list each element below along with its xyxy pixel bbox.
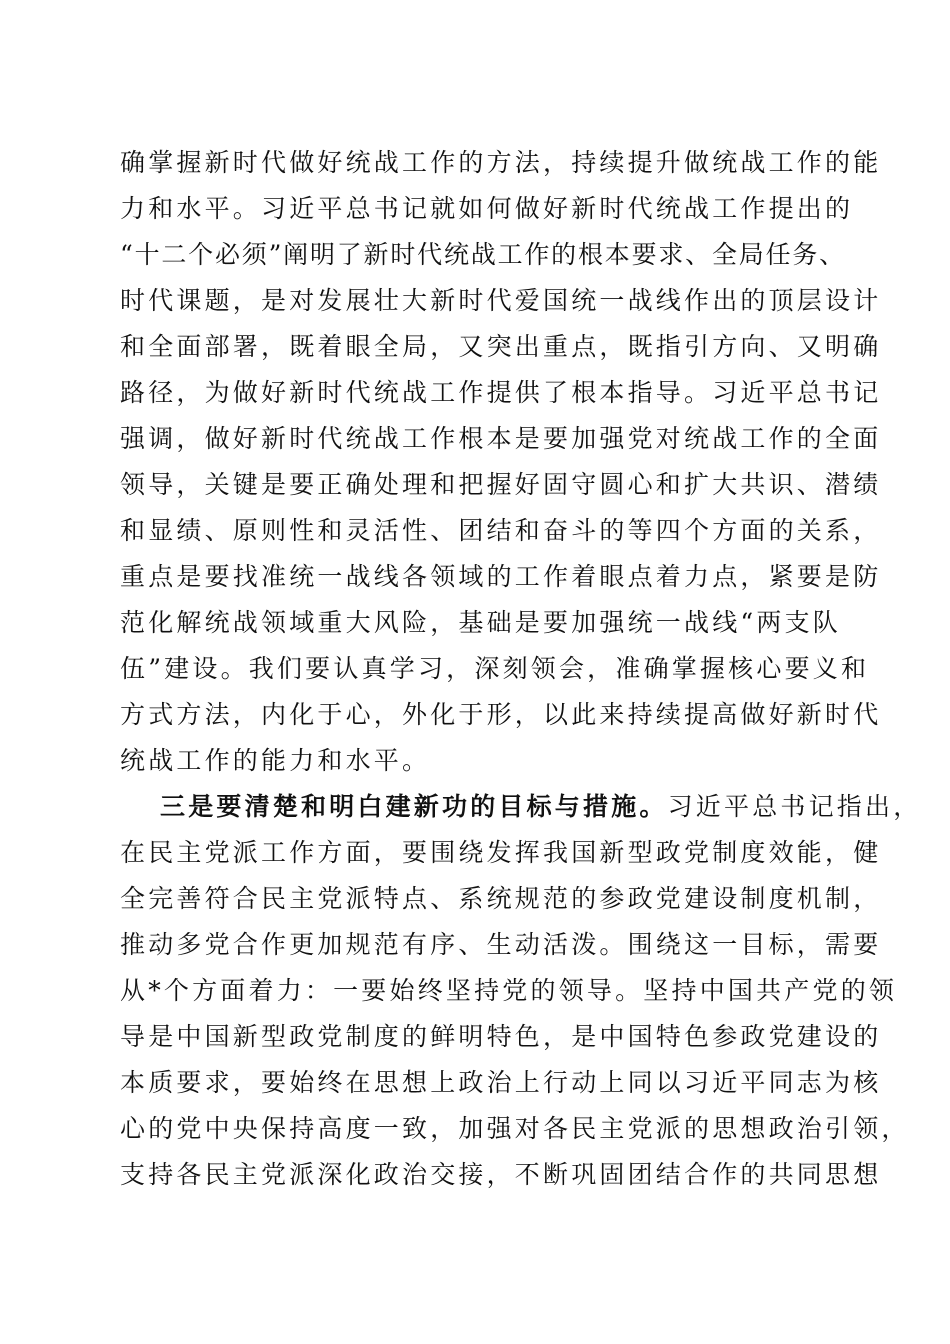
text-line: 导是中国新型政党制度的鲜明特色，是中国特色参政党建设的 [120, 1022, 882, 1051]
text-line: “十二个必须”阐明了新时代统战工作的根本要求、全局任务、 [120, 240, 846, 269]
text-line: 强调，做好新时代统战工作根本是要加强党对统战工作的全面 [120, 424, 882, 453]
text-line: 支持各民主党派深化政治交接，不断巩固团结合作的共同思想 [120, 1160, 882, 1189]
text-line: 范化解统战领域重大风险，基础是要加强统一战线“两支队 [120, 608, 841, 637]
body-text [120, 140, 922, 1198]
text-line: 从*个方面着力：一要始终坚持党的领导。坚持中国共产党的领 [120, 976, 898, 1005]
section-three-first-line [120, 784, 922, 830]
text-line: 重点是要找准统一战线各领域的工作着眼点着力点，紧要是防 [120, 562, 882, 591]
text-line: 方式方法，内化于心，外化于形，以此来持续提高做好新时代 [120, 700, 882, 729]
text-line: 推动多党合作更加规范有序、生动活泼。围绕这一目标，需要 [120, 930, 882, 959]
text-line: 心的党中央保持高度一致，加强对各民主党派的思想政治引领， [120, 1114, 910, 1143]
text-line: 和全面部署，既着眼全局，又突出重点，既指引方向、又明确 [120, 332, 882, 361]
text-line: 全完善符合民主党派特点、系统规范的参政党建设制度机制， [120, 884, 882, 913]
text-line: 和显绩、原则性和灵活性、团结和奋斗的等四个方面的关系， [120, 516, 882, 545]
section-three-heading: 三是要清楚和明白建新功的目标与措施。 [160, 792, 668, 821]
text-line: 时代课题，是对发展壮大新时代爱国统一战线作出的顶层设计 [120, 286, 882, 315]
text-line: 领导，关键是要正确处理和把握好固守圆心和扩大共识、潜绩 [120, 470, 882, 499]
text-line: 伍”建设。我们要认真学习，深刻领会，准确掌握核心要义和 [120, 654, 870, 683]
text-line: 本质要求，要始终在思想上政治上行动上同以习近平同志为核 [120, 1068, 882, 1097]
text-line: 确掌握新时代做好统战工作的方法，持续提升做统战工作的能 [120, 148, 882, 177]
text-line: 路径，为做好新时代统战工作提供了根本指导。习近平总书记 [120, 378, 882, 407]
text-line: 力和水平。习近平总书记就如何做好新时代统战工作提出的 [120, 194, 854, 223]
text-span: 习近平总书记指出， [667, 792, 922, 821]
text-line: 在民主党派工作方面，要围绕发挥我国新型政党制度效能，健 [120, 838, 882, 867]
text-line: 统战工作的能力和水平。 [120, 746, 431, 775]
